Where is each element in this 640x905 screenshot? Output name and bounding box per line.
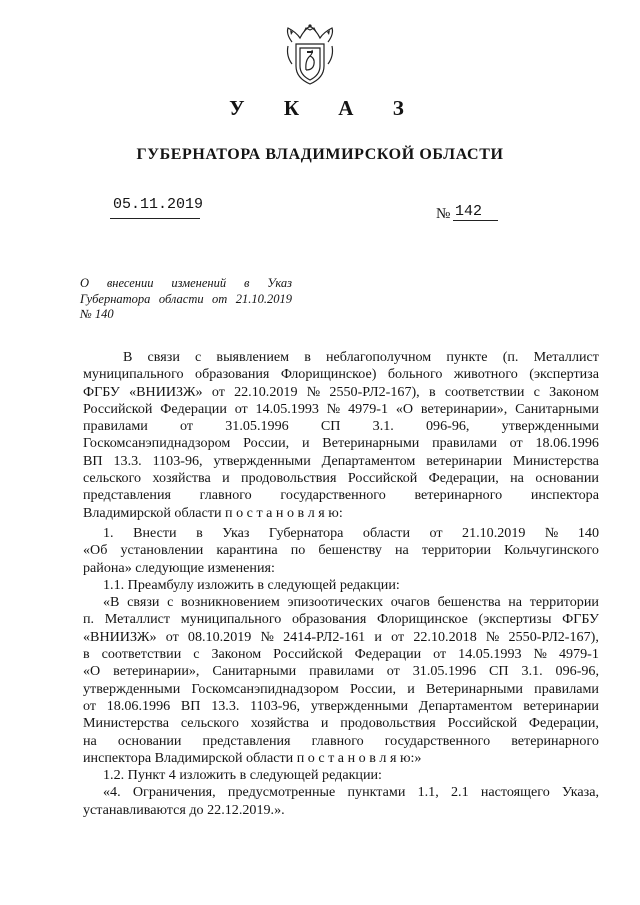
word: бешенства <box>437 594 501 611</box>
word: 13.3. <box>113 452 142 469</box>
word: 21.10.2019 <box>235 291 292 306</box>
word: утвержденными <box>213 452 311 469</box>
word: (п. <box>502 349 519 365</box>
word: связи <box>147 349 180 365</box>
word: хозяйства <box>250 715 310 732</box>
body-line: 1.2. Пункт 4 изложить в следующей редакции: <box>103 767 382 784</box>
word: территории <box>529 594 599 611</box>
word: О <box>80 276 90 290</box>
word: Губернатора <box>268 524 344 541</box>
subject-line-3: № 140 <box>80 307 114 321</box>
word: на <box>83 732 97 749</box>
word: 3.1. <box>521 663 543 680</box>
word: «4. <box>103 784 121 801</box>
word: ветеринарии», <box>420 400 508 417</box>
word: Указ <box>222 524 250 541</box>
body-line: устанавливаются до 22.12.2019.». <box>83 801 285 818</box>
word: ветеринарии <box>523 697 599 714</box>
word: выявлением <box>216 349 290 365</box>
word: ВП <box>83 452 103 469</box>
body-line <box>83 542 599 559</box>
word: и <box>407 680 415 697</box>
word: Госкомсанэпиднадзором <box>83 435 231 452</box>
word: «О <box>83 663 101 680</box>
word: с <box>195 349 202 365</box>
word: с <box>167 594 174 611</box>
word: 13.3. <box>211 697 240 714</box>
word: установлении <box>120 542 204 559</box>
body-line: Владимирской области п о с т а н о в л я ю: <box>83 504 343 521</box>
word: ФГБУ <box>83 383 120 400</box>
body-line <box>83 418 599 435</box>
number-underline <box>453 220 498 221</box>
word: 21.10.2019 <box>462 524 526 541</box>
word: 2.1 <box>451 784 469 801</box>
word: от <box>211 383 225 400</box>
document-title: У К А З <box>229 96 421 120</box>
word: инспектора <box>530 487 599 504</box>
word: 22.10.2018 <box>413 628 477 645</box>
word: продовольствия <box>340 715 436 732</box>
word: № <box>306 383 321 400</box>
body-line <box>83 611 599 628</box>
word: в <box>304 349 311 365</box>
word: Губернатора <box>80 291 151 306</box>
word: Ограничения, <box>132 784 216 801</box>
word: муниципального <box>83 366 184 383</box>
body-line <box>83 663 599 680</box>
body-line <box>83 384 599 401</box>
issuer-heading: ГУБЕРНАТОРА ВЛАДИМИРСКОЙ ОБЛАСТИ <box>136 146 504 163</box>
word: 3.1. <box>372 418 394 435</box>
word: сельского <box>180 715 239 732</box>
body-line <box>83 681 599 698</box>
word: неблагополучном <box>325 349 432 365</box>
body-line: инспектора Владимирской области п о с т а н о в л я ю:» <box>83 749 422 766</box>
word: 22.10.2019 <box>234 383 298 400</box>
word: 18.06.1996 <box>106 697 171 714</box>
word: в <box>243 276 250 290</box>
word: пунктами <box>347 784 406 801</box>
body-line <box>83 525 599 542</box>
coat-of-arms-emblem <box>282 22 338 88</box>
word: от <box>234 400 248 417</box>
subject-line-1 <box>80 276 292 292</box>
word: Законом <box>549 383 599 400</box>
body-line: района» следующие изменения: <box>83 559 275 576</box>
body-line <box>83 784 599 801</box>
word: «О <box>395 400 414 417</box>
word: Министерства <box>83 715 170 732</box>
word: Флорищинское <box>376 611 468 628</box>
word: внесении <box>106 276 154 290</box>
word: от <box>180 418 194 435</box>
word: Кольчугинского <box>504 542 599 559</box>
body-line <box>83 470 599 487</box>
word: от <box>433 646 447 663</box>
word: 4979-1 <box>558 646 599 663</box>
word: Указ <box>267 276 292 290</box>
word: 140 <box>577 524 599 541</box>
word: России, <box>243 435 290 452</box>
word: Департаментом <box>321 452 416 469</box>
word: 096-96, <box>555 663 599 680</box>
word: Внести <box>133 524 177 541</box>
word: п. <box>83 611 95 628</box>
word: на <box>508 594 523 611</box>
word: образования <box>291 611 367 628</box>
word: с <box>533 383 540 400</box>
body-line <box>83 715 599 732</box>
body-line: 1.1. Преамбулу изложить в следующей редакции: <box>103 576 400 593</box>
word: правилами <box>83 418 148 435</box>
word: бешенству <box>318 542 382 559</box>
word: от <box>212 291 228 306</box>
word: Российской <box>83 400 153 417</box>
body-line <box>83 594 599 611</box>
word: 096-96, <box>426 418 470 435</box>
word: 31.05.1996 <box>412 663 477 680</box>
word: «Об <box>83 542 108 559</box>
body-line <box>83 453 599 470</box>
word: (экспертизы <box>478 611 552 628</box>
subject-line-2 <box>80 292 292 308</box>
word: ветеринарного <box>511 732 599 749</box>
word: по <box>290 542 306 559</box>
word: 2414-РЛ2-161 <box>283 628 366 645</box>
word: от <box>429 524 443 541</box>
word: животного <box>453 366 518 383</box>
word: «ВНИИЗЖ» <box>129 383 203 400</box>
word: СП <box>489 663 509 680</box>
word: сельского <box>83 470 142 487</box>
word: Санитарными <box>515 400 599 417</box>
word: карантина <box>216 542 278 559</box>
word: представления <box>202 732 291 749</box>
word: ФГБУ <box>562 611 599 628</box>
word: (экспертиза <box>529 366 599 383</box>
body-line <box>83 698 599 715</box>
word: Ветеринарными <box>322 435 420 452</box>
word: 18.06.1996 <box>535 435 599 452</box>
word: представления <box>83 487 171 504</box>
word: связи <box>127 594 160 611</box>
word: утвержденными <box>310 697 409 714</box>
word: в <box>83 646 90 663</box>
word: 08.10.2019 <box>187 628 252 645</box>
word: 1103-96, <box>152 452 203 469</box>
word: Российской <box>273 646 343 663</box>
word: ветеринарии», <box>113 663 200 680</box>
word: «ВНИИЗЖ» <box>83 628 157 645</box>
word: и <box>374 628 382 645</box>
word: ветеринарного <box>414 487 503 504</box>
word: № <box>533 646 547 663</box>
body-line <box>83 401 599 418</box>
word: области <box>158 291 204 306</box>
word: Металлист <box>533 349 599 365</box>
date-underline <box>110 218 200 219</box>
word: и <box>320 715 329 732</box>
word: Департаментом <box>418 697 513 714</box>
word: от <box>391 628 405 645</box>
body-line <box>83 366 599 383</box>
word: правилами <box>432 435 497 452</box>
word: 14.05.1993 <box>458 646 522 663</box>
word: муниципального <box>180 611 282 628</box>
word: основании <box>117 732 182 749</box>
word: государственного <box>384 732 491 749</box>
word: № <box>544 524 559 541</box>
word: очагов <box>390 594 430 611</box>
word: утвержденными <box>83 680 181 697</box>
word: возникновением <box>181 594 280 611</box>
word: Санитарными <box>212 663 297 680</box>
word: главного <box>311 732 364 749</box>
word: 31.05.1996 <box>225 418 289 435</box>
word: Законом <box>211 646 262 663</box>
word: Министерства <box>512 452 599 469</box>
word: правилами <box>309 663 374 680</box>
word: Металлист <box>104 611 171 628</box>
word: № <box>485 628 500 645</box>
word: Федерации <box>354 646 422 663</box>
word: 14.05.1993 <box>255 400 319 417</box>
word: Федерации <box>160 400 227 417</box>
word: правилами <box>534 680 599 697</box>
body-line <box>83 629 599 646</box>
word: соответствии <box>101 646 182 663</box>
word: продовольствия <box>241 470 337 487</box>
word: образования <box>195 366 270 383</box>
body-line <box>83 646 599 663</box>
word: 1103-96, <box>250 697 301 714</box>
word: настоящего <box>480 784 550 801</box>
body-line <box>83 487 599 504</box>
word: от <box>509 435 523 452</box>
word: Федерации, <box>428 470 499 487</box>
word: на <box>510 470 524 487</box>
word: Ветеринарными <box>425 680 523 697</box>
word: Указа, <box>562 784 599 801</box>
word: В <box>123 349 133 365</box>
word: на <box>394 542 409 559</box>
body-line <box>83 435 599 452</box>
word: больного <box>387 366 443 383</box>
word: 1. <box>103 524 114 541</box>
word: области <box>362 524 411 541</box>
word: основании <box>535 470 599 487</box>
word: ветеринарии <box>426 452 503 469</box>
word: хозяйства <box>152 470 211 487</box>
word: 1.1, <box>417 784 439 801</box>
word: изменений <box>171 276 227 290</box>
word: от <box>386 663 400 680</box>
word: территории <box>421 542 492 559</box>
number-label: № <box>436 206 451 222</box>
word: Российской <box>347 470 418 487</box>
word: эпизоотических <box>287 594 384 611</box>
decree-body <box>83 349 599 819</box>
word: Флорищинское) <box>280 366 377 383</box>
word: России, <box>350 680 397 697</box>
word: государственного <box>280 487 386 504</box>
decree-date: 05.11.2019 <box>113 196 204 213</box>
word: СП <box>320 418 341 435</box>
word: от <box>83 697 97 714</box>
word: соответствии <box>444 383 525 400</box>
word: и <box>301 435 310 452</box>
word: № <box>326 400 341 417</box>
word: ВП <box>180 697 201 714</box>
word: в <box>428 383 436 400</box>
decree-number: 142 <box>455 203 483 220</box>
word: с <box>193 646 200 663</box>
word: в <box>196 524 203 541</box>
word: Российской <box>447 715 518 732</box>
word: и <box>222 470 230 487</box>
word: Федерации, <box>528 715 599 732</box>
word: пункте <box>446 349 488 365</box>
word: Госкомсанэпиднадзором <box>191 680 339 697</box>
decree-subject <box>80 276 292 323</box>
word: главного <box>199 487 252 504</box>
word: 4979-1 <box>348 400 389 417</box>
word: утвержденными <box>501 418 599 435</box>
body-line <box>83 349 599 366</box>
body-line <box>83 733 599 750</box>
word: от <box>165 628 179 645</box>
word: «В <box>103 594 120 611</box>
word: предусмотренные <box>227 784 336 801</box>
word: 2550-РЛ2-167), <box>508 628 599 645</box>
word: № <box>260 628 274 645</box>
word: 2550-РЛ2-167), <box>329 383 420 400</box>
